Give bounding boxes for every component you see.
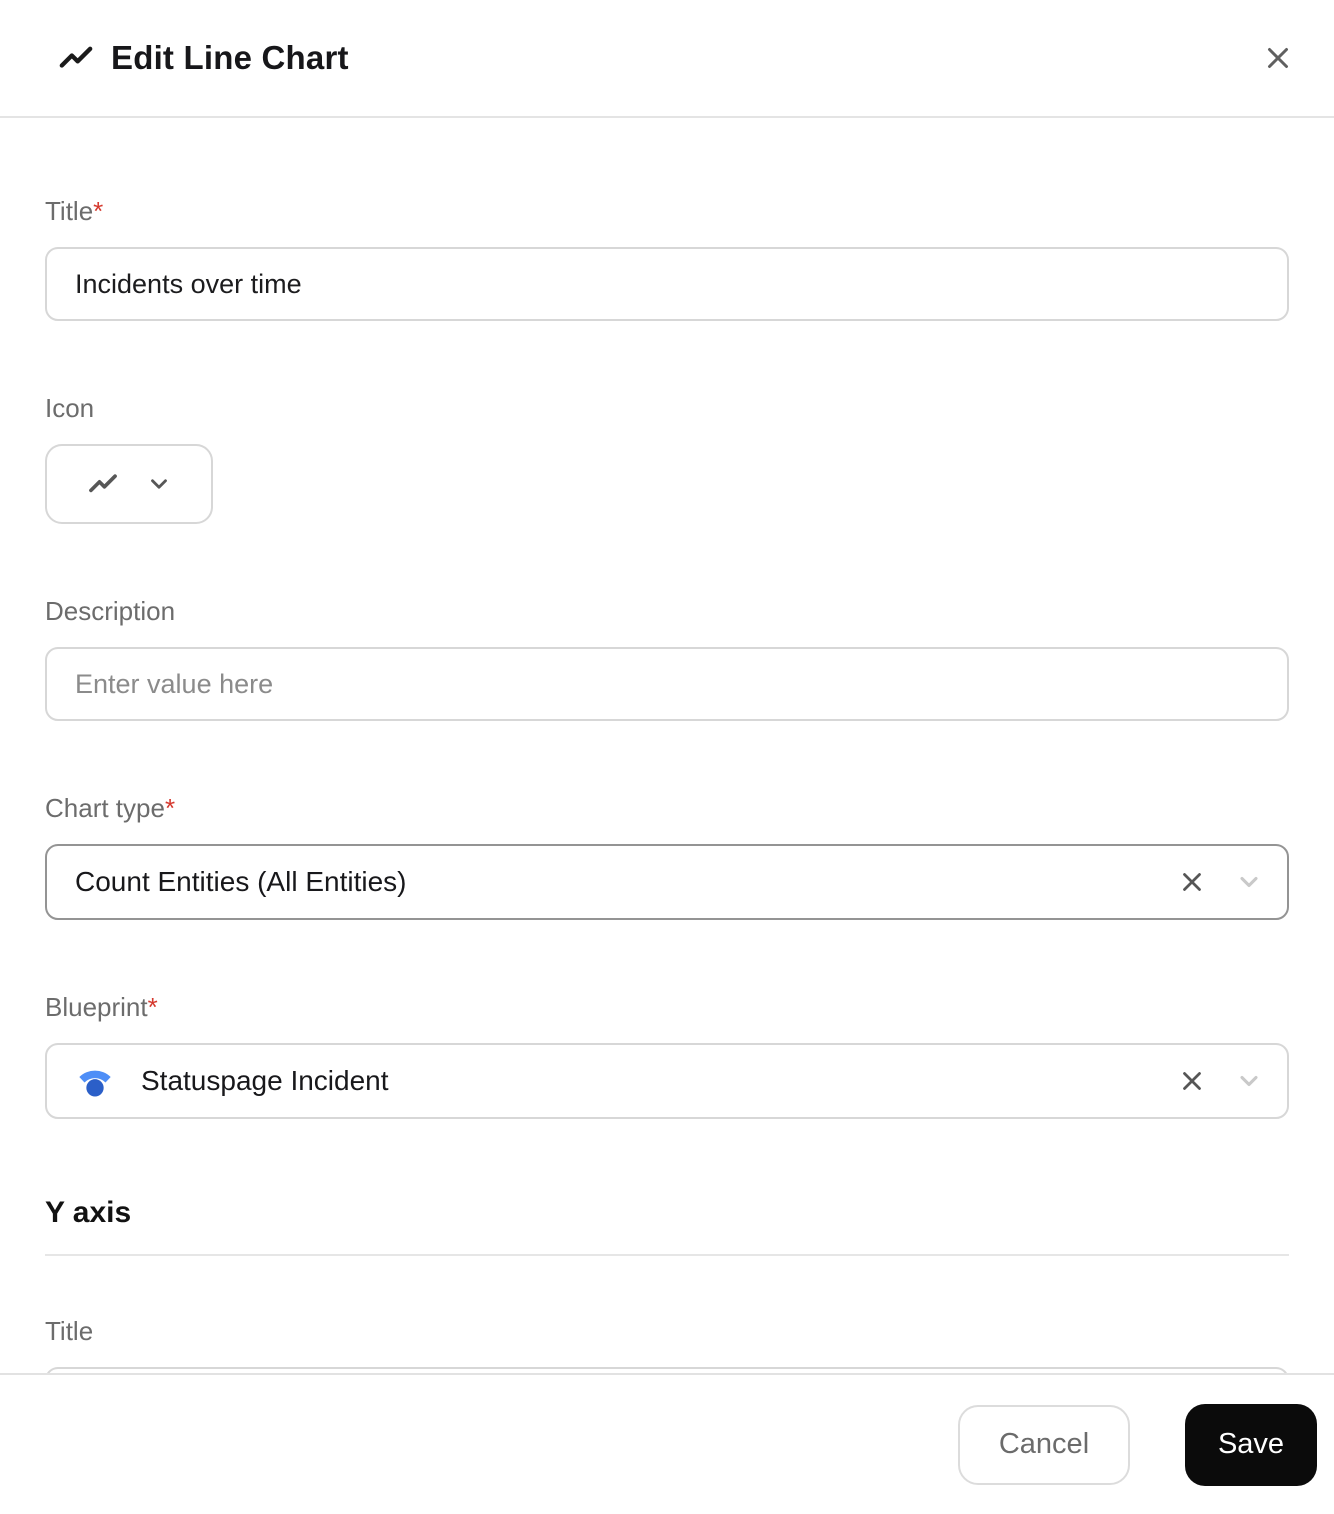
blueprint-select[interactable] [45, 1043, 1289, 1119]
blueprint-field-group [45, 992, 1289, 1119]
modal-title: Edit Line Chart [111, 39, 349, 76]
icon-picker-button[interactable] [45, 444, 213, 524]
cancel-button[interactable]: Cancel [958, 1405, 1130, 1485]
select-controls [1177, 867, 1263, 897]
chevron-down-icon[interactable] [1235, 1067, 1263, 1095]
icon-field-group [45, 393, 1289, 524]
close-icon[interactable] [1250, 30, 1306, 86]
description-label: Description [45, 596, 176, 626]
chevron-down-icon [146, 471, 172, 497]
description-field-group [45, 596, 1289, 721]
blueprint-label: Blueprint* [45, 992, 158, 1022]
y-axis-section [45, 1196, 1289, 1373]
modal-footer [0, 1373, 1334, 1514]
chart-type-select[interactable] [45, 844, 1289, 920]
section-divider [45, 1254, 1289, 1256]
y-axis-heading: Y axis [45, 1196, 132, 1229]
chart-type-label: Chart type* [45, 793, 176, 823]
line-chart-icon [55, 37, 97, 79]
chart-type-field-group [45, 793, 1289, 920]
title-input[interactable] [45, 247, 1289, 321]
statuspage-logo-icon [75, 1061, 115, 1101]
description-input[interactable] [45, 647, 1289, 721]
modal-content [0, 118, 1334, 1373]
clear-icon[interactable] [1177, 1066, 1207, 1096]
blueprint-value: Statuspage Incident [141, 1065, 389, 1096]
required-marker: * [147, 992, 158, 1022]
y-axis-title-field-group [45, 1316, 1289, 1373]
line-chart-icon [86, 467, 120, 501]
clear-icon[interactable] [1177, 867, 1207, 897]
save-button[interactable]: Save [1185, 1404, 1317, 1486]
required-marker: * [93, 196, 104, 226]
title-label: Title* [45, 196, 104, 226]
icon-label: Icon [45, 393, 95, 423]
chevron-down-icon[interactable] [1235, 868, 1263, 896]
select-controls [1177, 1066, 1263, 1096]
modal-header [0, 0, 1334, 118]
y-axis-title-label: Title [45, 1316, 94, 1346]
title-field-group [45, 196, 1289, 321]
chart-type-value: Count Entities (All Entities) [75, 866, 407, 897]
required-marker: * [164, 793, 176, 823]
